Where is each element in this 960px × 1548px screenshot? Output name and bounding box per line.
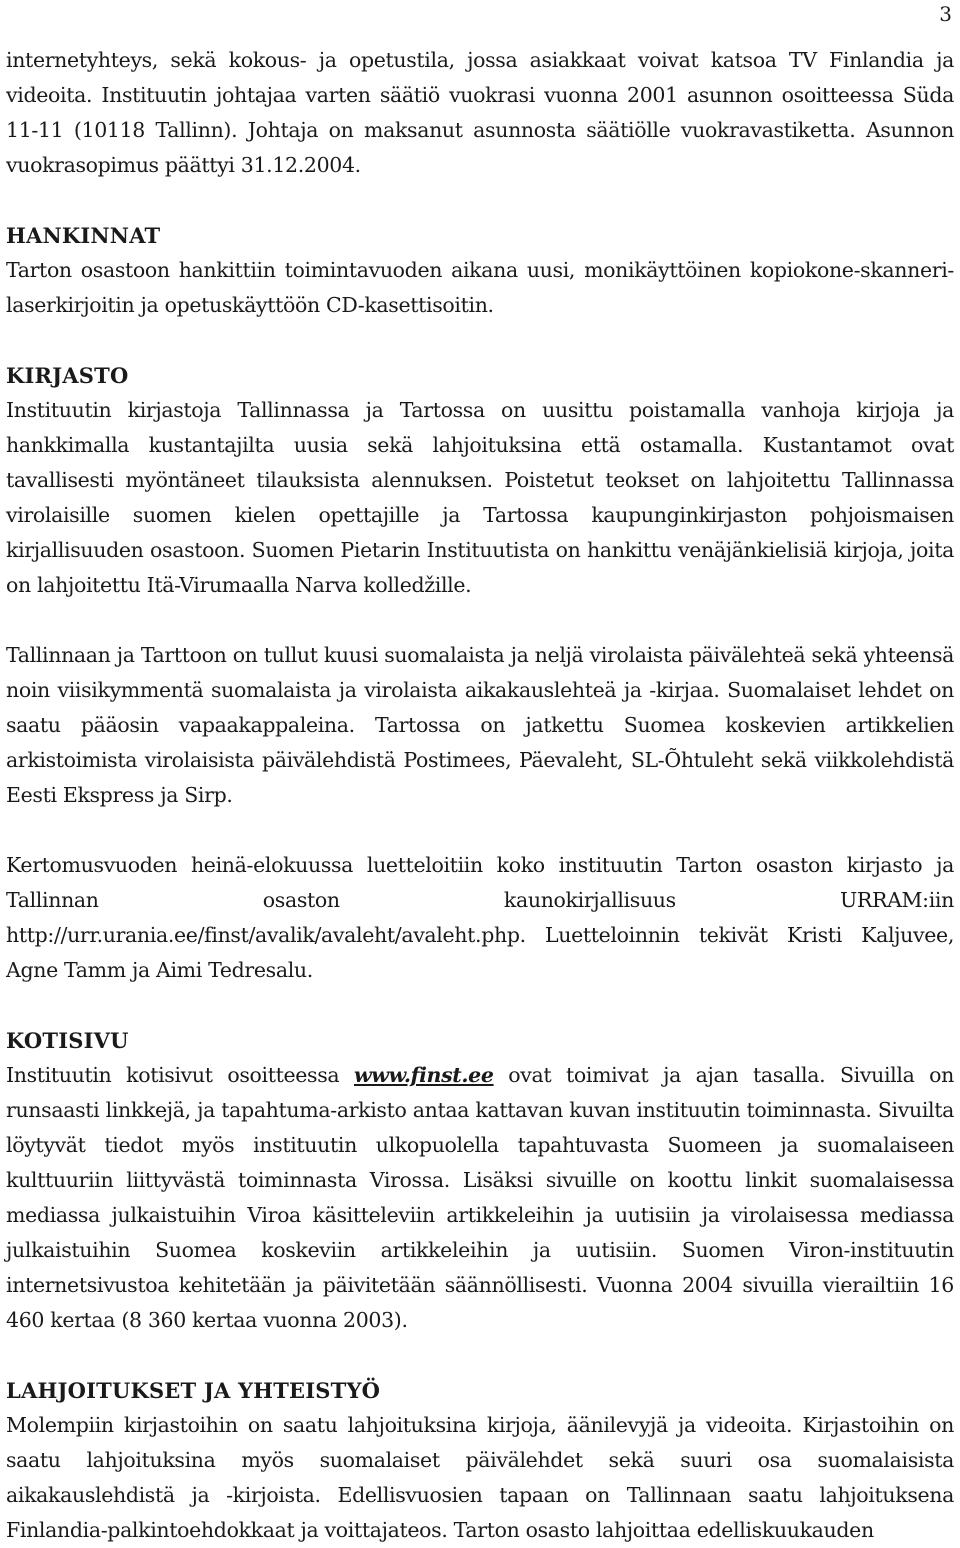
kirjasto-paragraph-2: Tallinnaan ja Tarttoon on tullut kuusi suomalaista ja neljä virolaista päivälehteä sekä yhteensä noin viisikymmentä suomalaista ja virolaista aikakauslehteä ja -kirjaa. Suomalaiset lehdet on saatu pääosin vapaakappaleina. Tartossa on jatkettu Suomea koskevien artikkelien arkistoimista virolaisista päivälehdistä Postimees, Päevaleht, SL-Õhtuleht sekä viikkolehdistä Eesti Ekspress ja Sirp. xyxy=(6,643,954,807)
page-number: 3 xyxy=(939,2,952,26)
section-heading-kirjasto: KIRJASTO xyxy=(6,363,129,388)
kotisivu-text-start: Instituutin kotisivut osoitteessa xyxy=(6,1063,354,1087)
intro-paragraph: internetyhteys, sekä kokous- ja opetustila, jossa asiakkaat voivat katsoa TV Finlandia ja videoita. Instituutin johtajaa varten säätiö vuokrasi vuonna 2001 asunnon osoitteessa Süda 11-11 (10118 Tallinn). Johtaja on maksanut asunnosta säätiölle vuokravastiketta. Asunnon vuokrasopimus päättyi 31.12.2004. xyxy=(6,48,954,177)
section-heading-hankinnat: HANKINNAT xyxy=(6,223,161,248)
section-heading-kotisivu: KOTISIVU xyxy=(6,1028,129,1053)
section-heading-lahjoitukset: LAHJOITUKSET JA YHTEISTYÖ xyxy=(6,1378,381,1403)
kirjasto-paragraph-3: Kertomusvuoden heinä-elokuussa luetteloitiin koko instituutin Tarton osaston kirjasto ja Tallinnan osaston kaunokirjallisuus URRAM:iin http://urr.urania.ee/finst/avalik/avaleht/avaleht.php. Luetteloinnin tekivät Kristi Kaljuvee, Agne Tamm ja Aimi Tedresalu. xyxy=(6,853,954,982)
section-lahjoitukset xyxy=(6,1373,954,1548)
section-hankinnat xyxy=(6,218,954,323)
kirjasto-paragraph-1: Instituutin kirjastoja Tallinnassa ja Tartossa on uusittu poistamalla vanhoja kirjoja ja hankkimalla kustantajilta uusia sekä lahjoituksina että ostamalla. Kustantamot ovat tavallisesti myöntäneet tilauksista alennuksen. Poistetut teokset on lahjoitettu Tallinnassa virolaisille suomen kielen opettajille ja Tartossa kaupunginkirjaston pohjoismaisen kirjallisuuden osastoon. Suomen Pietarin Instituutista on hankittu venäjänkielisiä kirjoja, joita on lahjoitettu Itä-Virumaalla Narva kolledžille. xyxy=(6,398,954,597)
section-kotisivu xyxy=(6,1023,954,1338)
kotisivu-paragraph xyxy=(6,1058,954,1338)
section-kirjasto xyxy=(6,358,954,988)
lahjoitukset-paragraph: Molempiin kirjastoihin on saatu lahjoituksina kirjoja, äänilevyjä ja videoita. Kirjastoihin on saatu lahjoituksina myös suomalaiset päivälehdet sekä suuri osa suomalaisista aikakauslehdistä ja -kirjoista. Edellisvuosien tapaan on Tallinnaan saatu lahjoituksena Finlandia-palkintoehdokkaat ja voittajateos. Tarton osasto lahjoittaa edelliskuukauden xyxy=(6,1413,954,1542)
website-link[interactable]: www.finst.ee xyxy=(354,1063,494,1087)
kotisivu-text-end: ovat toimivat ja ajan tasalla. Sivuilla on runsaasti linkkejä, ja tapahtuma-arkisto antaa kattavan kuvan instituutin toiminnasta. Sivuilta löytyvät tiedot myös instituutin ulkopuolella tapahtuvasta Suomeen ja suomalaiseen kulttuuriin liittyvästä toiminnasta Virossa. Lisäksi sivuille on koottu linkit suomalaisessa mediassa julkaistuihin Viroa käsitteleviin artikkeleihin ja uutisiin ja virolaisessa mediassa julkaistuihin Suomea koskeviin artikkeleihin ja uutisiin. Suomen Viron-instituutin internetsivustoa kehitetään ja päivitetään säännöllisesti. Vuonna 2004 sivuilla vierailtiin 16 460 kertaa (8 360 kertaa vuonna 2003). xyxy=(6,1063,955,1332)
document-body xyxy=(6,43,954,1548)
hankinnat-paragraph: Tarton osastoon hankittiin toimintavuoden aikana uusi, monikäyttöinen kopiokone-skanneri-laserkirjoitin ja opetuskäyttöön CD-kasettisoitin. xyxy=(6,258,954,317)
